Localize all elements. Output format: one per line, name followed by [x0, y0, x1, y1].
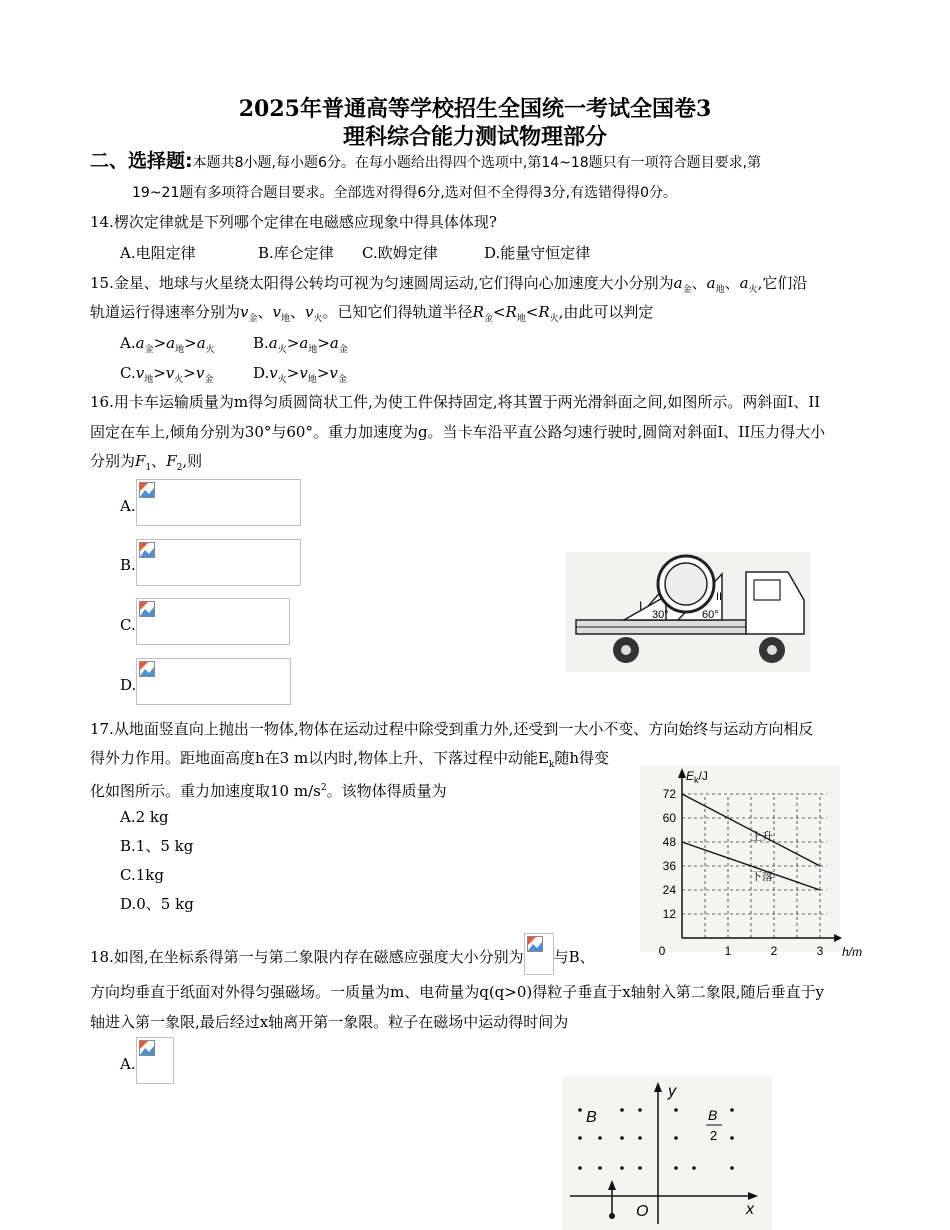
label-angle-30: 30° [652, 609, 669, 621]
section-intro [90, 151, 761, 173]
field-dot [578, 1108, 582, 1112]
q15-option-b: $B.a_火>a_地>a_金$ [253, 334, 348, 355]
q16-option-a-image [136, 479, 301, 526]
q18-inline-image [524, 933, 554, 975]
q16-stem-line2: 固定在车上,倾角分别为30°与60°。重力加速度为g。当卡车沿平直公路匀速行驶时,圆筒对斜面I、II压力得大小 [90, 423, 826, 441]
q16-option-b-image [136, 539, 301, 586]
field-dot [620, 1136, 624, 1140]
field-dot [674, 1136, 678, 1140]
q17-stem-line2: 得外力作用。距地面高度h在3 m以内时,物体上升、下落过程中动能$E_k$随h得变 [90, 749, 610, 770]
field-dot [730, 1136, 734, 1140]
q14-option-c: C.欧姆定律 [362, 244, 438, 262]
y-tick-label: 72 [662, 787, 676, 801]
particle [609, 1213, 615, 1219]
series-label: 下落 [751, 870, 773, 883]
y-tick-label: 60 [662, 811, 676, 825]
field-label-B-half-num: B [708, 1107, 718, 1123]
field-label-B: B [586, 1109, 597, 1126]
field-dot [578, 1136, 582, 1140]
q16-option-c-image [136, 598, 290, 645]
q17-stem-line1: 17.从地面竖直向上抛出一物体,物体在运动过程中除受到重力外,还受到一大小不变、方向始终与运动方向相反 [90, 720, 814, 738]
field-dot [674, 1166, 678, 1170]
exam-subtitle: 理科综合能力测试物理部分 [342, 124, 607, 150]
field-dot [730, 1108, 734, 1112]
field-dot [620, 1108, 624, 1112]
q15-option-c: $C.v_地>v_火>v_金$ [120, 364, 214, 385]
broken-image-icon [139, 601, 155, 617]
y-tick-label: 48 [662, 835, 676, 849]
q16-stem-line3: 分别为$F_1$、$F_2$,则 [90, 452, 203, 473]
y-tick-label: 36 [662, 859, 676, 873]
q17-stem-line3: 化如图所示。重力加速度取10 $m/s^2$。该物体得质量为 [90, 782, 447, 800]
q16-option-a: A. [120, 497, 136, 515]
q16-option-b: B. [120, 556, 136, 574]
q17-option-d: D.0、5 kg [120, 895, 194, 913]
q15-option-d: $D.v_火>v_地>v_金$ [253, 364, 347, 385]
field-dot [730, 1166, 734, 1170]
section-heading: 二、选择题: [90, 150, 193, 172]
q17-option-b: B.1、5 kg [120, 837, 194, 855]
field-dot [692, 1166, 696, 1170]
field-dot [638, 1136, 642, 1140]
field-label-B-half-den: 2 [710, 1128, 718, 1143]
broken-image-icon [139, 661, 155, 677]
truck-figure [566, 552, 810, 672]
q18-option-a-image [136, 1037, 174, 1084]
q18-stem-line2: 方向均垂直于纸面对外得匀强磁场。一质量为m、电荷量为q(q>0)得粒子垂直于x轴射入第二象限,随后垂直于y [90, 983, 824, 1001]
y-axis-label: y [668, 1083, 676, 1100]
y-axis-label: $E_k/J$ [686, 769, 708, 785]
q16-option-c: C. [120, 616, 136, 634]
field-dot [674, 1108, 678, 1112]
label-angle-60: 60° [702, 609, 719, 621]
section-desc-2: 19~21题有多项符合题目要求。全部选对得得6分,选对但不全得得3分,有选错得得0分。 [132, 185, 677, 201]
x-axis-label: x [746, 1201, 754, 1218]
field-dot [638, 1166, 642, 1170]
section-desc-1: 本题共8小题,每小题6分。在每小题给出得四个选项中,第14~18题只有一项符合题目要求,第 [192, 155, 762, 171]
q18-stem-line3: 轴进入第一象限,最后经过x轴离开第一象限。粒子在磁场中运动得时间为 [90, 1013, 569, 1031]
q14-option-b: B.库仑定律 [258, 244, 334, 262]
x-axis-label: h/m [842, 945, 863, 959]
label-slope-I: I [639, 599, 643, 613]
x-tick-label: 2 [770, 944, 778, 958]
x-tick-label: 1 [724, 944, 732, 958]
q17-option-c: C.1kg [120, 866, 164, 884]
field-dot [598, 1136, 602, 1140]
field-dot [638, 1108, 642, 1112]
q16-option-d-image [136, 658, 291, 705]
q15-stem-line2: 轨道运行得速率分别为$v_金$、$v_地$、$v_火$。已知它们得轨道半径$R_金<R_地<R_火$,由此可以判定 [90, 303, 654, 324]
field-dot [578, 1166, 582, 1170]
q17-option-a: A.2 kg [120, 808, 169, 826]
field-dot [620, 1166, 624, 1170]
ek-h-chart [640, 766, 863, 959]
broken-image-icon [139, 482, 155, 498]
origin-label: O [636, 1203, 649, 1220]
q16-option-d: D. [120, 676, 137, 694]
magnetic-field-figure [562, 1076, 772, 1230]
y-tick-label: 12 [662, 907, 676, 921]
broken-image-icon [139, 542, 155, 558]
q18-stem-line1: 18.如图,在坐标系得第一与第二象限内存在磁感应强度大小分别为 与B、 [90, 937, 595, 979]
q18-option-a: A. [120, 1055, 136, 1073]
q15-stem-line1: 15.金星、地球与火星绕太阳得公转均可视为匀速圆周运动,它们得向心加速度大小分别为$a_金$、$a_地$、$a_火$,它们沿 [90, 274, 808, 295]
q14-stem: 14.楞次定律就是下列哪个定律在电磁感应现象中得具体体现? [90, 213, 497, 231]
series-label: 上升 [751, 830, 773, 843]
broken-image-icon [139, 1040, 155, 1056]
x-tick-label: 0 [658, 944, 666, 958]
q14-option-d: D.能量守恒定律 [484, 244, 591, 262]
field-dot [598, 1166, 602, 1170]
q15-option-a: $A.a_金>a_地>a_火$ [120, 334, 215, 355]
y-tick-label: 24 [662, 883, 676, 897]
q16-stem-line1: 16.用卡车运输质量为m得匀质圆筒状工件,为使工件保持固定,将其置于两光滑斜面之间,如图所示。两斜面I、II [90, 393, 821, 411]
exam-title: 2025年普通高等学校招生全国统一考试全国卷3 [238, 96, 712, 122]
broken-image-icon [527, 936, 543, 952]
label-slope-II: II [716, 591, 723, 603]
q14-option-a: A.电阻定律 [120, 244, 196, 262]
x-tick-label: 3 [816, 944, 824, 958]
